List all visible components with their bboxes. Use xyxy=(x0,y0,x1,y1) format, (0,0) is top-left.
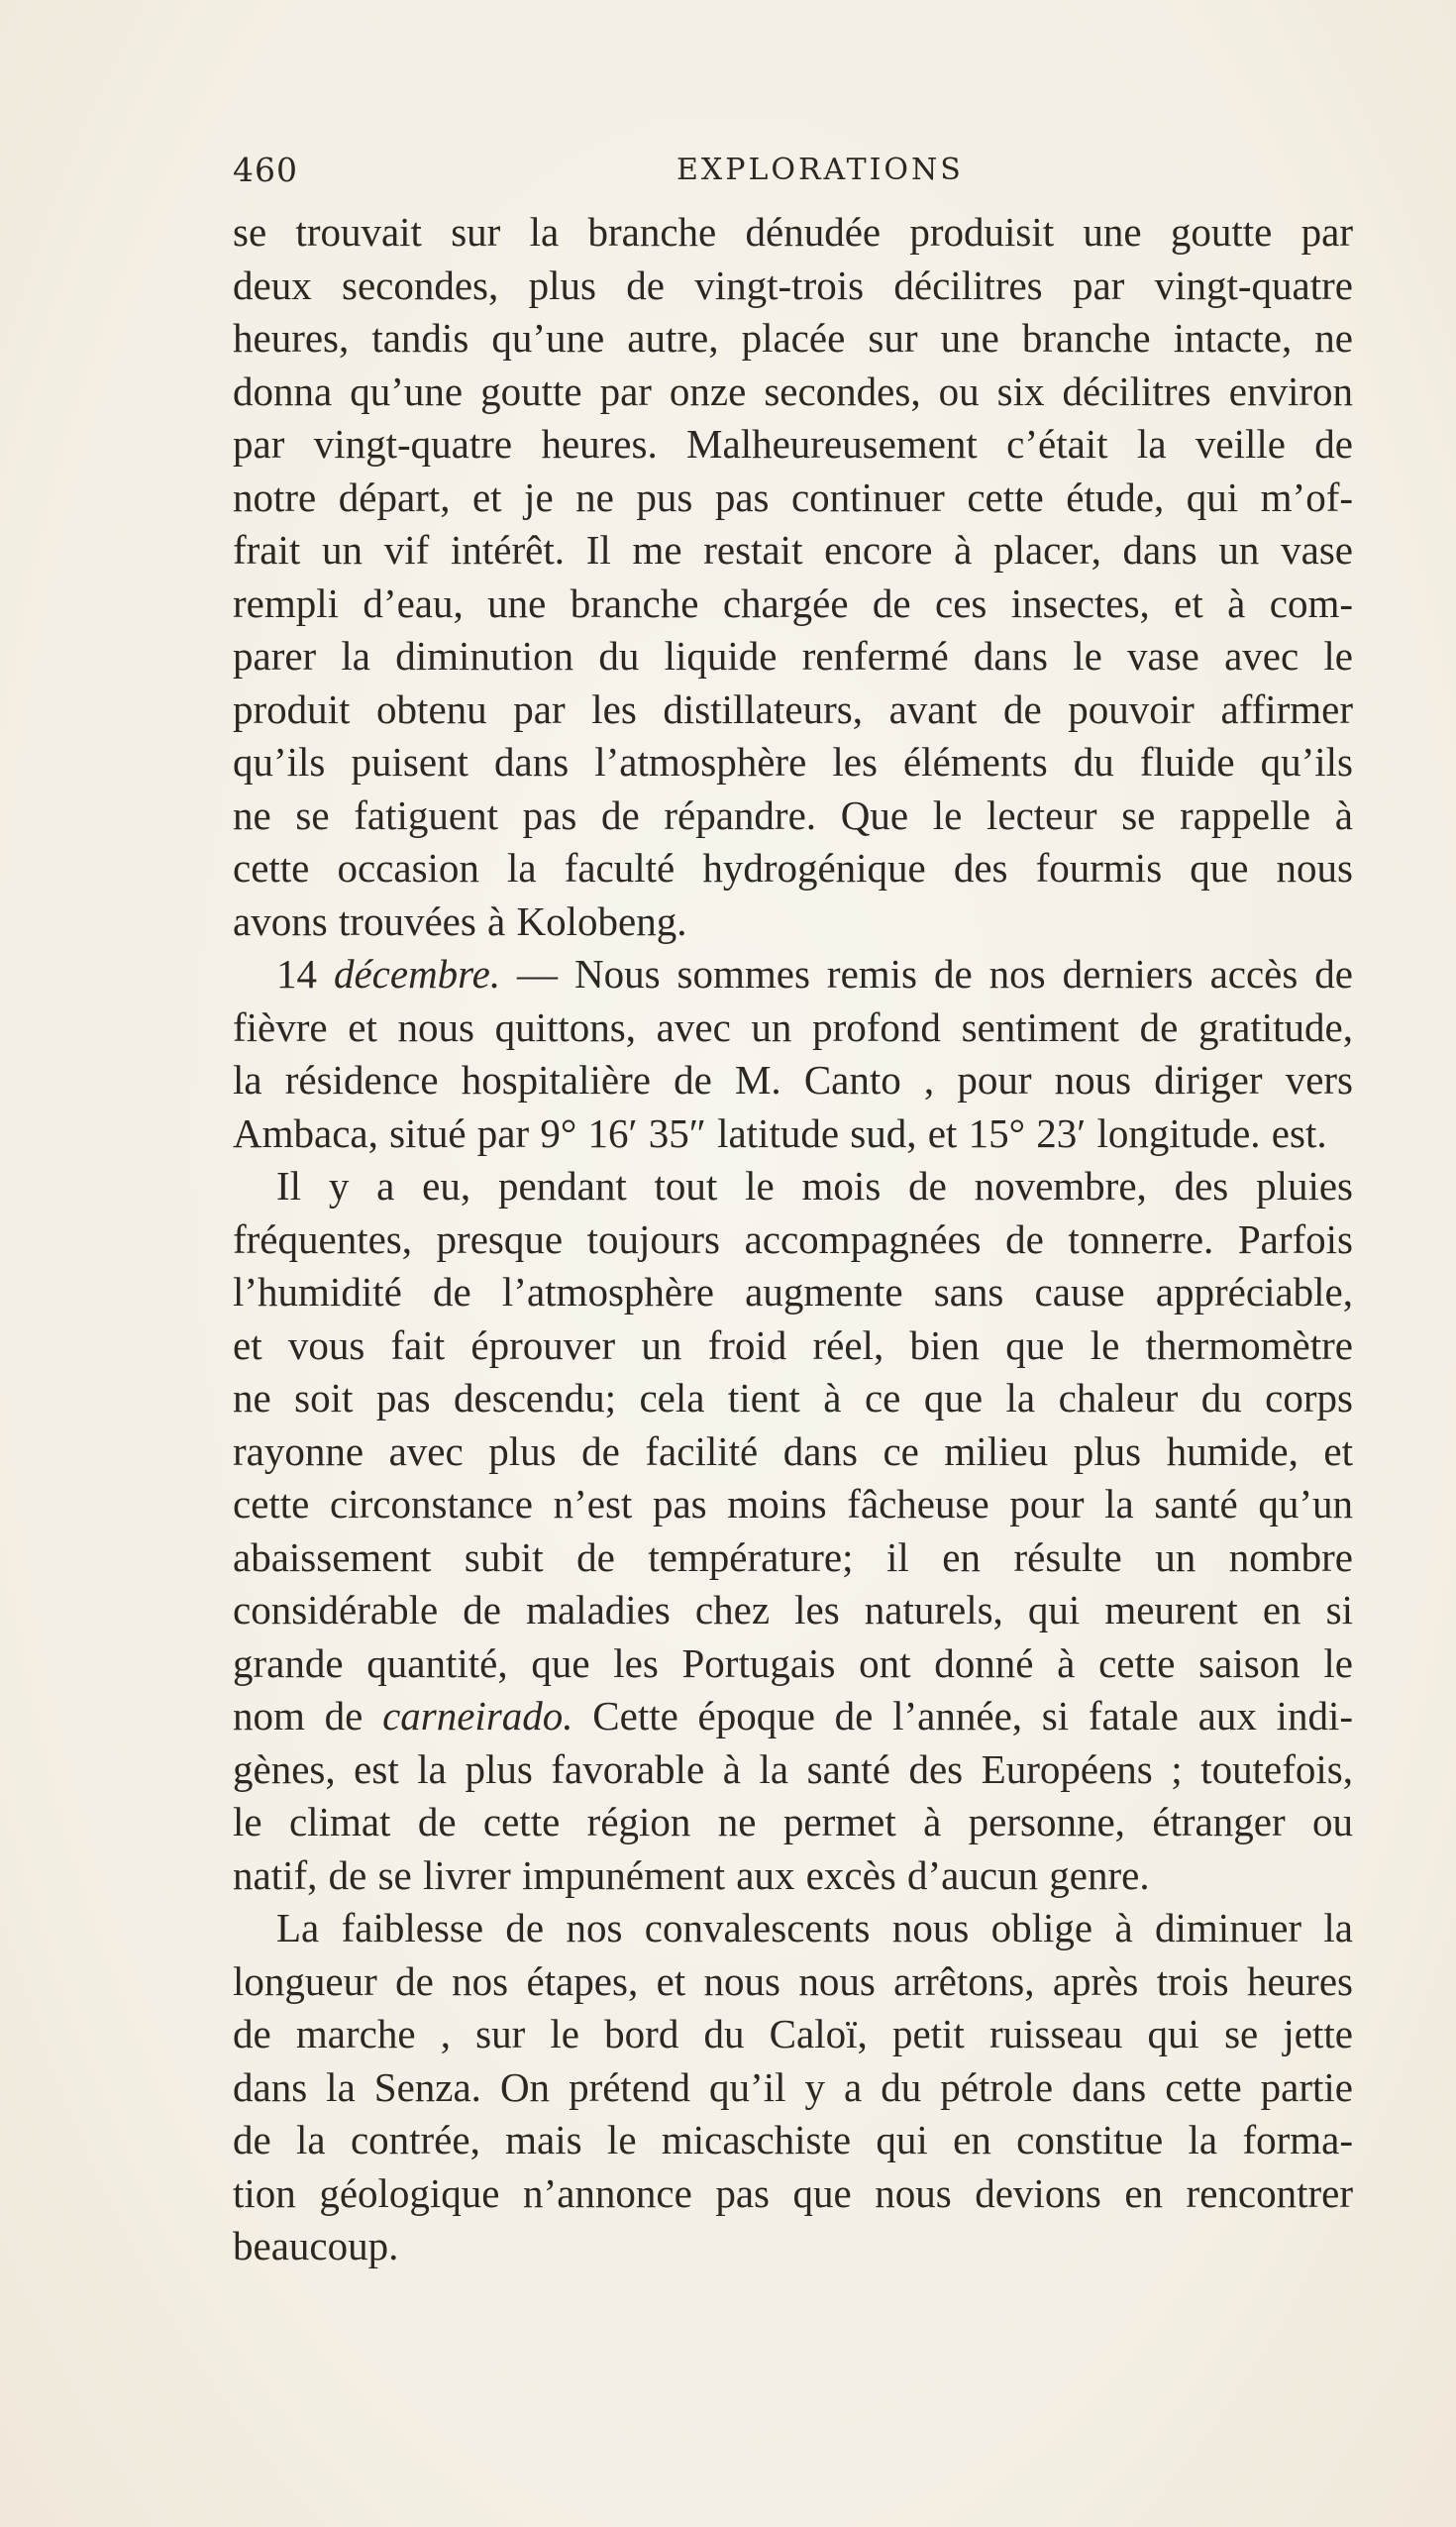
text-line: de marche , sur le bord du Caloï, petit ruisseau qui se jette xyxy=(233,2011,1353,2056)
text-line: fréquentes, presque toujours accompagnées de tonnerre. Parfois xyxy=(233,1215,1353,1262)
text-line: fièvre et nous quittons, avec un profond sentiment de gratitude, xyxy=(233,1003,1353,1050)
text-line: dans la Senza. On prétend qu’il y a du pétrole dans cette partie xyxy=(233,2063,1353,2110)
text-line: longueur de nos étapes, et nous nous arrêtons, après trois heures xyxy=(233,1957,1353,2004)
text-line: se trouvait sur la branche dénudée produisit une goutte par xyxy=(233,209,1353,255)
text-line: ne soit pas descendu; cela tient à ce que la chaleur du corps xyxy=(233,1375,1353,1421)
text-line: donna qu’une goutte par onze secondes, ou six décilitres environ xyxy=(233,368,1353,414)
text-line: gènes, est la plus favorable à la santé des Européens ; toutefois, xyxy=(233,1745,1353,1792)
text-line: le climat de cette région ne permet à personne, étranger ou xyxy=(233,1799,1353,1844)
text-line: ne se fatiguent pas de répandre. Que le lecteur se rappelle à xyxy=(233,791,1353,838)
text-line: produit obtenu par les distillateurs, avant de pouvoir affirmer xyxy=(233,685,1353,732)
date-line-text: — Nous sommes remis de nos derniers accès de xyxy=(500,951,1353,997)
text-line: frait un vif intérêt. Il me restait encore à placer, dans un vase xyxy=(233,527,1353,573)
running-title: EXPLORATIONS xyxy=(676,153,964,187)
text-line: Ambaca, situé par 9° 16′ 35″ latitude sud, et 15° 23′ longitude. est. xyxy=(233,1109,1327,1156)
italic-term-line xyxy=(233,1690,1353,1743)
body-text xyxy=(233,206,1353,2273)
text-line: considérable de maladies chez les naturels, qui meurent en si xyxy=(233,1587,1353,1632)
text-line: de la contrée, mais le micaschiste qui en constitue la forma- xyxy=(233,2117,1353,2162)
text-line: beaucoup. xyxy=(233,2223,399,2268)
page-header xyxy=(233,151,1352,200)
date-month: décembre. xyxy=(333,951,501,997)
text-line: et vous fait éprouver un froid réel, bien que le thermomètre xyxy=(233,1321,1353,1368)
text-line: abaissement subit de température; il en résulte un nombre xyxy=(233,1533,1353,1580)
text-line: cette occasion la faculté hydrogénique des fourmis que nous xyxy=(233,845,1353,891)
text-line: heures, tandis qu’une autre, placée sur une branche intacte, ne xyxy=(233,315,1353,361)
page-number: 460 xyxy=(233,151,298,189)
text-line: rayonne avec plus de facilité dans ce milieu plus humide, et xyxy=(233,1427,1353,1474)
line-prefix: nom de xyxy=(233,1693,383,1738)
paragraph-2 xyxy=(233,948,1353,1160)
text-line: cette circonstance n’est pas moins fâcheuse pour la santé qu’un xyxy=(233,1481,1353,1527)
paragraph-4 xyxy=(233,1902,1353,2273)
dated-line xyxy=(233,948,1353,1001)
date-day: 14 xyxy=(276,951,317,997)
text-line: la résidence hospitalière de M. Canto , pour nous diriger vers xyxy=(233,1057,1353,1103)
text-line: notre départ, et je ne pus pas continuer cette étude, qui m’of- xyxy=(233,474,1353,520)
text-line: parer la diminution du liquide renfermé dans le vase avec le xyxy=(233,633,1353,679)
text-line: tion géologique n’annonce pas que nous devions en rencontrer xyxy=(233,2169,1353,2216)
text-line: l’humidité de l’atmosphère augmente sans cause appréciable, xyxy=(233,1269,1353,1315)
text-line: La faiblesse de nos convalescents nous oblige à diminuer la xyxy=(276,1905,1353,1950)
text-line: avons trouvées à Kolobeng. xyxy=(233,897,687,944)
paragraph-3 xyxy=(233,1160,1353,1902)
text-line: rempli d’eau, une branche chargée de ces insectes, et à com- xyxy=(233,579,1353,626)
line-rest: Cette époque de l’année, si fatale aux indi- xyxy=(572,1693,1353,1738)
text-line: qu’ils puisent dans l’atmosphère les éléments du fluide qu’ils xyxy=(233,739,1353,785)
text-line: Il y a eu, pendant tout le mois de novembre, des pluies xyxy=(276,1163,1353,1209)
text-line: deux secondes, plus de vingt-trois décilitres par vingt-quatre xyxy=(233,262,1353,308)
text-line: grande quantité, que les Portugais ont donné à cette saison le xyxy=(233,1639,1353,1686)
text-line: par vingt-quatre heures. Malheureusement c’était la veille de xyxy=(233,421,1353,467)
paragraph-1 xyxy=(233,206,1353,948)
text-line: natif, de se livrer impunément aux excès d’aucun genre. xyxy=(233,1851,1150,1898)
italic-term: carneirado. xyxy=(382,1693,573,1738)
